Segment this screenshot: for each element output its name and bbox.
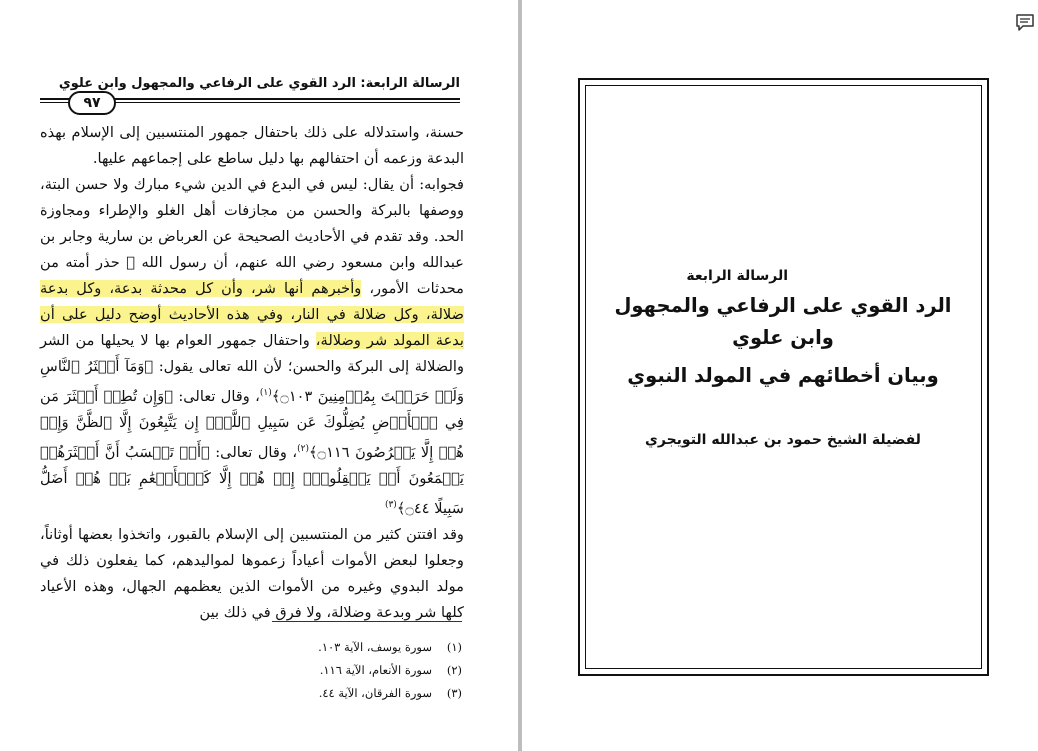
footnote-reference: (٢): [297, 443, 309, 454]
footnote-number: (٣): [446, 686, 462, 700]
footnotes: [270, 636, 462, 705]
footnote-reference: (٣): [384, 499, 397, 510]
body-text-run: واحتفال جمهور العوام بها لا يحيلها من الشر والضلالة إلى البركة والحسن؛ لأن الله تعالى يقول: ﴿وَمَآ أَكۡثَرُ ٱلنَّاسِ وَلَوۡ حَرَصۡتَ بِمُؤۡمِنِينَ ۝١٠٣﴾: [40, 332, 465, 405]
title-block: [600, 268, 966, 448]
epistle-title-line-2: وبيان أخطائهم في المولد النبوي: [627, 364, 939, 387]
highlighted-text: وأخبرهم أنها شر، وأن كل محدثة بدعة، وكل بدعة ضلالة، وكل ضلالة في النار، وفي هذه الأحاديث أوضح دليل على أن بدعة المولد شر وضلالة،: [40, 280, 464, 349]
body-text-run: فجوابه: أن يقال: ليس في البدع في الدين شيء مبارك ولا حسن البتة، ووصفها بالبركة والحسن من مجازفات أهل الغلو والإطراء ومجاوزة الحد. وقد تقدم في الأحاديث الصحيحة عن العرباض بن سارية وجابر بن عبدالله وابن مسعود رضي الله عنهم، أن رسول الله ﷺ حذر أمته من محدثات الأمور،: [40, 176, 464, 297]
body-text-run: ، وقال تعالى: ﴿أَمۡ تَحۡسَبُ أَنَّ أَكۡثَرَهُمۡ يَسۡمَعُونَ أَوۡ يَعۡقِلُونَۚ إِنۡ هُمۡ إِلَّا كَٱلۡأَنۡعَٰمِ بَلۡ هُمۡ أَضَلُّ سَبِيلًا ۝٤٤﴾: [40, 443, 464, 517]
body-text: [40, 120, 464, 626]
author-line: لفضيلة الشيخ حمود بن عبدالله التويجري: [645, 432, 921, 448]
body-text-run: حسنة، واستدلاله على ذلك باحتفال جمهور المنتسبين إلى الإسلام بهذه البدعة وزعمه أن احتفالهم بها دليل ساطع على إجماعهم عليها.: [40, 124, 464, 167]
footnote-item: [270, 659, 462, 682]
footnote-text: سورة الأنعام، الآية ١١٦.: [319, 663, 432, 677]
footnote-number: (١): [446, 640, 462, 654]
body-paragraph: [40, 522, 464, 626]
body-text-run: ، وقال تعالى: ﴿وَإِن تُطِعۡ أَكۡثَرَ مَن فِي ٱلۡأَرۡضِ يُضِلُّوكَ عَن سَبِيلِ ٱللَّهِۚ إِن يَتَّبِعُونَ إِلَّا ٱلظَّنَّ وَإِنۡ هُمۡ إِلَّا يَخۡرُصُونَ ۝١١٦﴾: [40, 387, 464, 461]
footnote-text: سورة الفرقان، الآية ٤٤.: [318, 686, 432, 700]
footnote-number: (٢): [446, 663, 462, 677]
footnote-reference: (١): [259, 388, 272, 398]
body-paragraph: [40, 120, 464, 172]
page-number: ٩٧: [68, 91, 116, 115]
footnote-item: [270, 636, 462, 659]
body-text-run: وقد افتتن كثير من المنتسبين إلى الإسلام بالقبور، واتخذوا بعضها أوثاناً، وجعلوا لبعض الأموات أعياداً زعموها لمواليدهم، كما يفعلون ذلك في مولد البدوي وغيره من الأموات الذين يعظمهم الجهال، وهذه الأعياد كلها شر وبدعة وضلالة، ولا فرق في ذلك بين: [40, 525, 464, 621]
footnote-text: سورة يوسف، الآية ١٠٣.: [318, 640, 432, 654]
comment-icon-graphic: [1014, 12, 1036, 34]
comment-icon[interactable]: [1014, 12, 1036, 34]
epistle-subtitle: الرسالة الرابعة: [686, 268, 788, 284]
left-page: [0, 0, 518, 751]
footnote-item: [270, 682, 462, 705]
body-paragraph: [40, 172, 464, 522]
running-header: الرسالة الرابعة: الرد القوي على الرفاعي والمجهول وابن علوي: [58, 76, 460, 91]
footnote-divider: [272, 621, 462, 622]
epistle-title-line-1: الرد القوي على الرفاعي والمجهول وابن علوي: [614, 294, 952, 349]
